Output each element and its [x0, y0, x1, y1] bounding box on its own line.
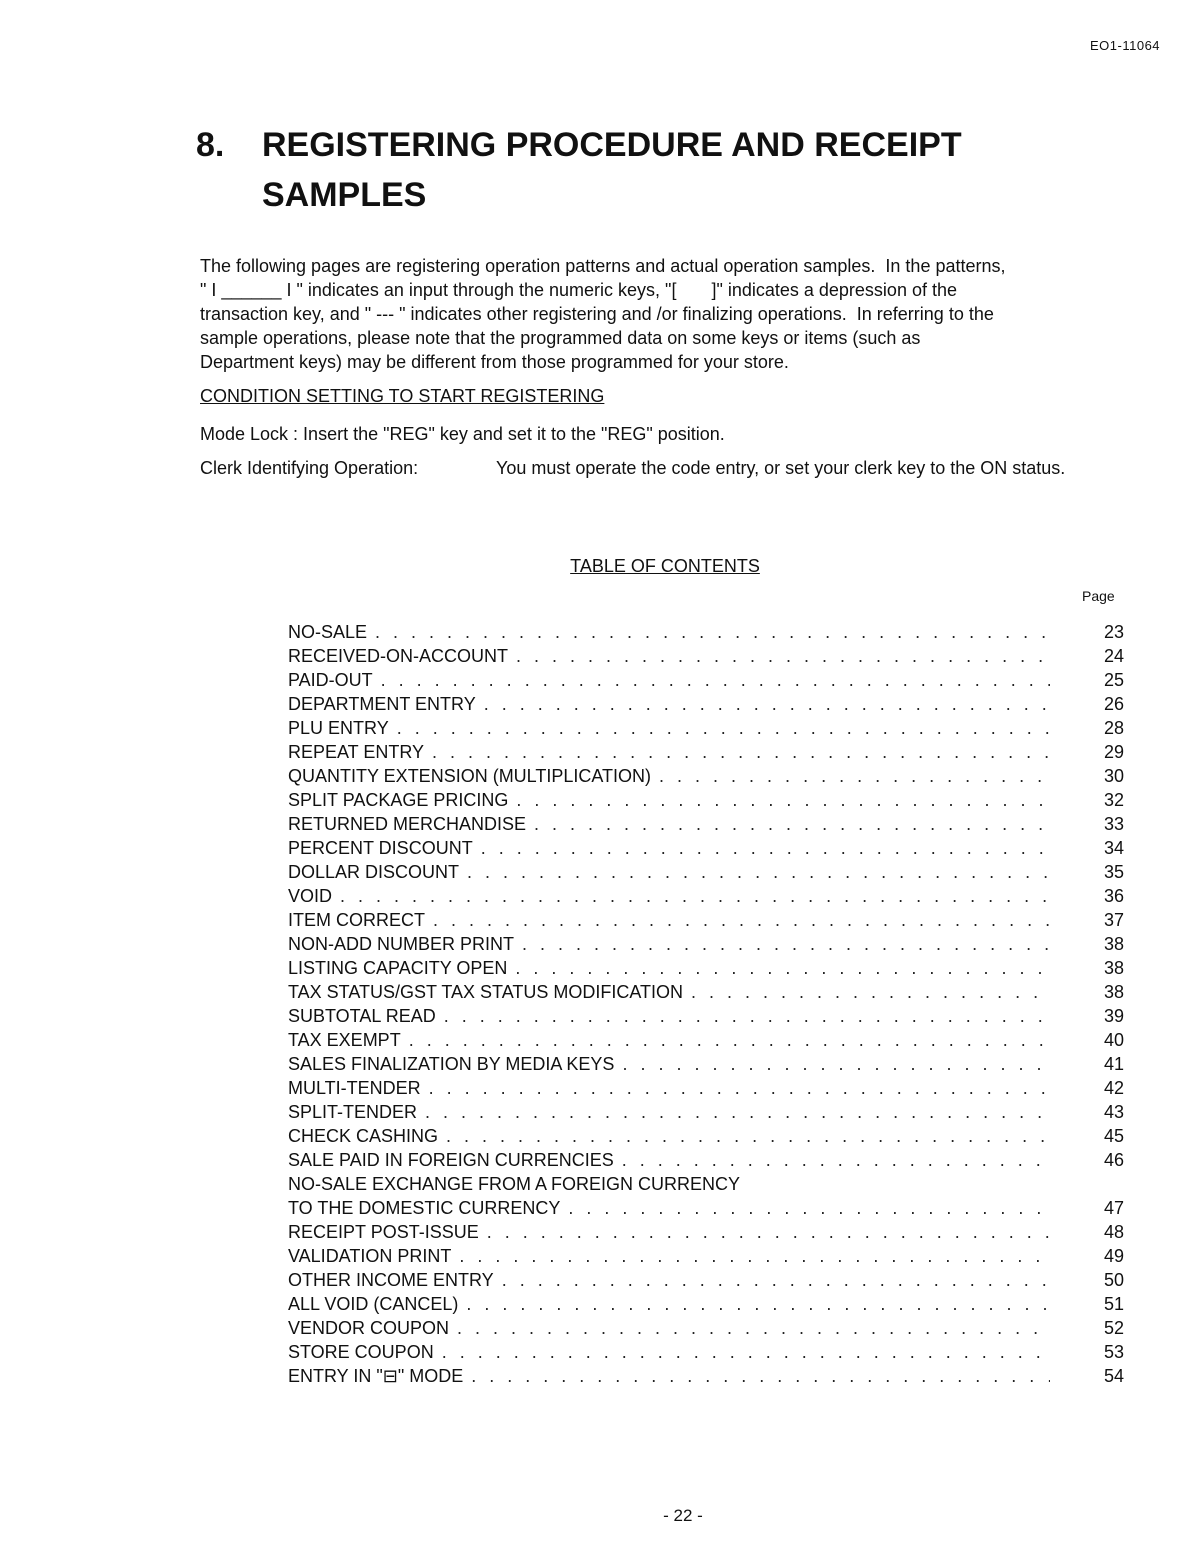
toc-entry-label: VOID — [288, 886, 333, 906]
toc-leader-dots — [516, 788, 1050, 812]
toc-leader-dots — [442, 1340, 1050, 1364]
toc-leader-dots — [481, 836, 1050, 860]
toc-entry — [288, 1100, 1124, 1124]
toc-entry-page: 23 — [1103, 622, 1124, 642]
toc-leader-dots — [691, 980, 1050, 1004]
toc-leader-dots — [375, 620, 1050, 644]
toc-leader-dots — [659, 764, 1050, 788]
toc-leader-dots — [516, 644, 1050, 668]
toc-leader-dots — [433, 908, 1050, 932]
toc-entry — [288, 980, 1124, 1004]
toc-entry-page: 33 — [1103, 814, 1124, 834]
toc-entry-label: VENDOR COUPON — [288, 1318, 450, 1338]
toc-leader-dots — [487, 1220, 1050, 1244]
toc-entry — [288, 668, 1124, 692]
toc-leader-dots — [425, 1100, 1050, 1124]
toc-leader-dots — [568, 1196, 1050, 1220]
intro-line: sample operations, please note that the programmed data on some keys or items (such as — [200, 328, 921, 348]
toc-entry — [288, 1148, 1124, 1172]
intro-line: Department keys) may be different from those programmed for your store. — [200, 352, 789, 372]
intro-line: transaction key, and " --- " indicates other registering and /or finalizing operations. In referring to the — [200, 304, 994, 324]
toc-entry-label: TAX STATUS/GST TAX STATUS MODIFICATION — [288, 982, 684, 1002]
toc-entry-page: 40 — [1103, 1030, 1124, 1050]
toc-entry-page: 34 — [1103, 838, 1124, 858]
toc-entry-page: 24 — [1103, 646, 1124, 666]
toc-entry — [288, 1316, 1124, 1340]
toc-leader-dots — [432, 740, 1050, 764]
toc-entry-label: ITEM CORRECT — [288, 910, 425, 930]
toc-entry-label: SPLIT-TENDER — [288, 1102, 418, 1122]
toc-entry-page: 51 — [1103, 1294, 1124, 1314]
toc-entry — [288, 1124, 1124, 1148]
toc-entry-page: 29 — [1103, 742, 1124, 762]
toc-leader-dots — [409, 1028, 1050, 1052]
title-text-1: REGISTERING PROCEDURE AND RECEIPT — [262, 126, 962, 164]
title-text-2: SAMPLES — [262, 176, 427, 214]
toc-entry-page: 54 — [1103, 1366, 1124, 1386]
toc-leader-dots — [622, 1148, 1050, 1172]
page-title — [196, 120, 962, 220]
toc-entry-label: REPEAT ENTRY — [288, 742, 425, 762]
toc-entry-label: SPLIT PACKAGE PRICING — [288, 790, 509, 810]
toc-entry-label: RECEIPT POST-ISSUE — [288, 1222, 479, 1242]
toc-leader-dots — [622, 1052, 1050, 1076]
toc-entry-label: SALES FINALIZATION BY MEDIA KEYS — [288, 1054, 615, 1074]
toc-leader-dots — [502, 1268, 1050, 1292]
toc-entry-label: TO THE DOMESTIC CURRENCY — [288, 1198, 561, 1218]
toc-entry-page: 45 — [1103, 1126, 1124, 1146]
toc-entry — [288, 932, 1124, 956]
toc-entry-label: PERCENT DISCOUNT — [288, 838, 473, 858]
toc-entry — [288, 1340, 1124, 1364]
toc-entry — [288, 1292, 1124, 1316]
toc-entry — [288, 1076, 1124, 1100]
toc-entry-page: 36 — [1103, 886, 1124, 906]
toc-leader-dots — [459, 1244, 1050, 1268]
toc-entry-page: 32 — [1103, 790, 1124, 810]
document-id: EO1-11064 — [1090, 38, 1161, 53]
toc-entry-label: TAX EXEMPT — [288, 1030, 401, 1050]
toc-leader-dots — [381, 668, 1050, 692]
toc-entry-label: NON-ADD NUMBER PRINT — [288, 934, 515, 954]
toc-entry — [288, 956, 1124, 980]
toc-entry-page: 38 — [1103, 982, 1124, 1002]
toc-entry-page: 38 — [1103, 958, 1124, 978]
toc-entry — [288, 692, 1124, 716]
toc-entry-page: 30 — [1103, 766, 1124, 786]
toc-entry — [288, 620, 1124, 644]
toc-leader-dots — [446, 1124, 1050, 1148]
toc-leader-dots — [457, 1316, 1050, 1340]
toc-entry-page: 37 — [1103, 910, 1124, 930]
toc-entry-label: PLU ENTRY — [288, 718, 389, 738]
toc-entry-label: CHECK CASHING — [288, 1126, 439, 1146]
title-line-1 — [196, 120, 962, 170]
toc-entry-page: 43 — [1103, 1102, 1124, 1122]
table-of-contents — [288, 620, 1124, 1388]
toc-entry — [288, 1172, 1124, 1196]
toc-leader-dots — [522, 932, 1050, 956]
toc-leader-dots — [466, 1292, 1050, 1316]
intro-line: The following pages are registering operation patterns and actual operation samples. In the patterns, — [200, 256, 1006, 276]
toc-entry — [288, 884, 1124, 908]
toc-entry — [288, 860, 1124, 884]
toc-entry-page: 38 — [1103, 934, 1124, 954]
toc-entry — [288, 836, 1124, 860]
toc-title: TABLE OF CONTENTS — [570, 556, 760, 576]
toc-entry-page: 39 — [1103, 1006, 1124, 1026]
toc-entry-page: 41 — [1103, 1054, 1124, 1074]
toc-entry-page: 52 — [1103, 1318, 1124, 1338]
toc-entry-label: SALE PAID IN FOREIGN CURRENCIES — [288, 1150, 614, 1170]
toc-page-column-label: Page — [1082, 588, 1115, 604]
toc-entry-page: 48 — [1103, 1222, 1124, 1242]
toc-entry-label: RETURNED MERCHANDISE — [288, 814, 527, 834]
toc-entry-label: LISTING CAPACITY OPEN — [288, 958, 508, 978]
toc-leader-dots — [484, 692, 1050, 716]
toc-leader-dots — [397, 716, 1050, 740]
toc-entry — [288, 812, 1124, 836]
section-number: 8. — [196, 126, 225, 164]
toc-entry-label: QUANTITY EXTENSION (MULTIPLICATION) — [288, 766, 652, 786]
toc-entry — [288, 1268, 1124, 1292]
toc-leader-dots — [515, 956, 1050, 980]
toc-entry — [288, 716, 1124, 740]
toc-entry-page: 46 — [1103, 1150, 1124, 1170]
toc-entry — [288, 1028, 1124, 1052]
toc-entry-label: STORE COUPON — [288, 1342, 434, 1362]
intro-line: " I ______ I " indicates an input through the numeric keys, "[ ]" indicates a depression of the — [200, 280, 957, 300]
toc-entry-label: PAID-OUT — [288, 670, 373, 690]
toc-entry-page: 42 — [1103, 1078, 1124, 1098]
toc-entry-label: OTHER INCOME ENTRY — [288, 1270, 494, 1290]
condition-heading: CONDITION SETTING TO START REGISTERING — [200, 386, 605, 406]
intro-paragraph — [200, 254, 1126, 374]
toc-entry-label: MULTI-TENDER — [288, 1078, 421, 1098]
clerk-instruction: You must operate the code entry, or set your clerk key to the ON status. — [496, 458, 1066, 478]
toc-leader-dots — [340, 884, 1050, 908]
toc-entry-label: DEPARTMENT ENTRY — [288, 694, 476, 714]
toc-entry-page: 26 — [1103, 694, 1124, 714]
toc-entry-page: 28 — [1103, 718, 1124, 738]
toc-entry-page: 53 — [1103, 1342, 1124, 1362]
toc-entry — [288, 1052, 1124, 1076]
page-number: - 22 - — [663, 1506, 703, 1525]
toc-entry-label: SUBTOTAL READ — [288, 1006, 436, 1026]
toc-entry-label: ALL VOID (CANCEL) — [288, 1294, 459, 1314]
toc-entry — [288, 1244, 1124, 1268]
toc-leader-dots — [467, 860, 1050, 884]
toc-entry-page: 25 — [1103, 670, 1124, 690]
toc-entry — [288, 764, 1124, 788]
toc-entry-label: VALIDATION PRINT — [288, 1246, 452, 1266]
toc-entry-page: 50 — [1103, 1270, 1124, 1290]
mode-lock-text: Mode Lock : Insert the "REG" key and set it to the "REG" position. — [200, 424, 725, 444]
toc-leader-dots — [429, 1076, 1050, 1100]
toc-entry-label: ENTRY IN "⊟" MODE — [288, 1366, 464, 1386]
toc-entry — [288, 1196, 1124, 1220]
toc-entry-page: 47 — [1103, 1198, 1124, 1218]
toc-entry — [288, 908, 1124, 932]
toc-entry-label: RECEIVED-ON-ACCOUNT — [288, 646, 509, 666]
toc-entry — [288, 740, 1124, 764]
toc-entry — [288, 1364, 1124, 1388]
toc-entry — [288, 788, 1124, 812]
toc-entry-page: 35 — [1103, 862, 1124, 882]
toc-entry — [288, 1004, 1124, 1028]
toc-entry-label: NO-SALE — [288, 622, 368, 642]
toc-entry — [288, 1220, 1124, 1244]
toc-leader-dots — [534, 812, 1050, 836]
toc-leader-dots — [444, 1004, 1050, 1028]
clerk-label: Clerk Identifying Operation: — [200, 458, 419, 478]
toc-leader-dots — [471, 1364, 1050, 1388]
toc-entry-label: DOLLAR DISCOUNT — [288, 862, 460, 882]
toc-entry-label: NO-SALE EXCHANGE FROM A FOREIGN CURRENCY — [288, 1174, 741, 1194]
toc-entry — [288, 644, 1124, 668]
toc-entry-page: 49 — [1103, 1246, 1124, 1266]
